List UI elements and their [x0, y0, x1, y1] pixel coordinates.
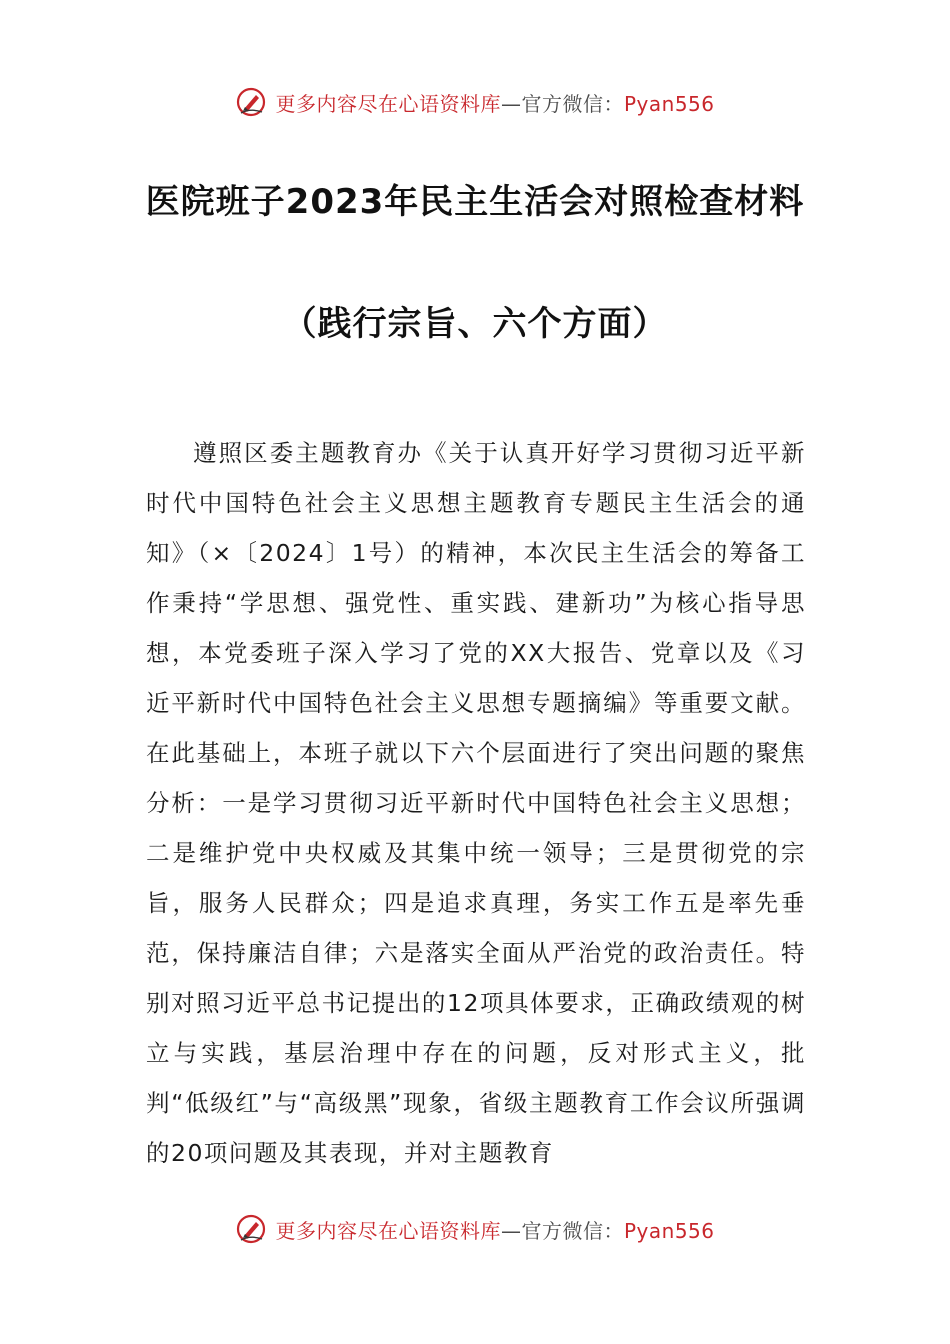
- header-banner-text: [275, 88, 714, 117]
- header-brand-text: 更多内容尽在心语资料库: [275, 91, 501, 116]
- header-banner-inner: [235, 86, 714, 118]
- pen-circle-logo-icon: [235, 1213, 267, 1245]
- header-banner: [0, 82, 950, 122]
- footer-banner-inner: [235, 1213, 714, 1245]
- header-wechat-label: 官方微信：: [521, 91, 624, 116]
- footer-dash: —: [500, 1218, 522, 1243]
- footer-banner-text: [275, 1215, 714, 1244]
- footer-wechat-id: Pyan556: [623, 1218, 715, 1243]
- header-dash: —: [500, 91, 522, 116]
- document-title: 医院班子2023年民主生活会对照检查材料: [145, 182, 805, 222]
- footer-brand-text: 更多内容尽在心语资料库: [275, 1218, 501, 1243]
- footer-banner: [0, 1209, 950, 1249]
- body-paragraph: 遵照区委主题教育办《关于认真开好学习贯彻习近平新时代中国特色社会主义思想主题教育专题民主生活会的通知》（×〔2024〕1号）的精神，本次民主生活会的筹备工作秉持“学思想、强党性、重实践、建新功”为核心指导思想，本党委班子深入学习了党的XX大报告、党章以及《习近平新时代中国特色社会主义思想专题摘编》等重要文献。在此基础上，本班子就以下六个层面进行了突出问题的聚焦分析：一是学习贯彻习近平新时代中国特色社会主义思想；二是维护党中央权威及其集中统一领导；三是贯彻党的宗旨，服务人民群众；四是追求真理，务实工作五是率先垂范，保持廉洁自律；六是落实全面从严治党的政治责任。特别对照习近平总书记提出的12项具体要求，正确政绩观的树立与实践，基层治理中存在的问题，反对形式主义，批判“低级红”与“高级黑”现象，省级主题教育工作会议所强调的20项问题及其表现，并对主题教育: [146, 439, 806, 1167]
- document-subtitle: （践行宗旨、六个方面）: [282, 304, 668, 344]
- header-wechat-id: Pyan556: [623, 91, 715, 116]
- footer-wechat-label: 官方微信：: [521, 1218, 624, 1243]
- pen-circle-logo-icon: [235, 86, 267, 118]
